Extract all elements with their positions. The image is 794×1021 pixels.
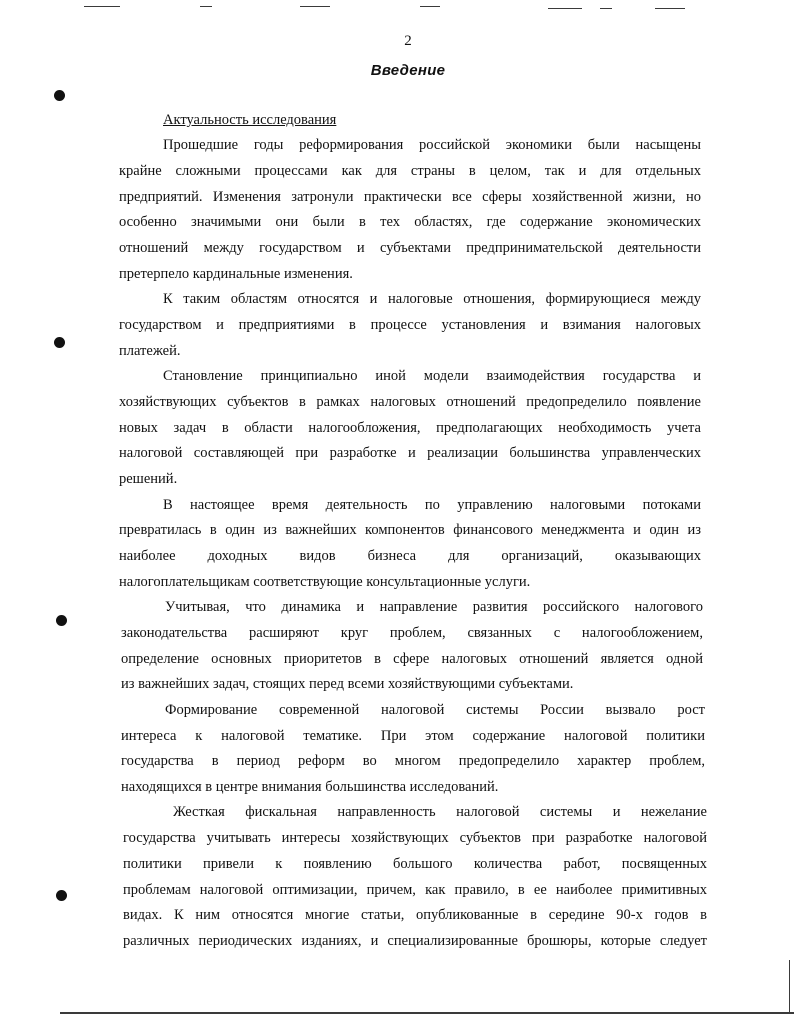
text-line: претерпело кардинальные изменения.: [119, 266, 353, 282]
text-line: определение основных приоритетов в сфере налоговых отношений является одной: [121, 651, 703, 667]
scan-edge-mark: [548, 8, 582, 9]
text-line: платежей.: [119, 343, 181, 359]
text-line: хозяйствующих субъектов в рамках налоговых отношений предопределило появление: [119, 394, 701, 410]
binder-hole: [56, 615, 67, 626]
text-line: государства учитывать интересы хозяйствующих субъектов при разработке налоговой: [123, 830, 707, 846]
text-line: решений.: [119, 471, 178, 487]
text-line: наиболее доходных видов бизнеса для организаций, оказывающих: [119, 548, 701, 564]
scan-edge-mark: [600, 8, 612, 9]
scan-edge-mark: [420, 6, 440, 7]
binder-hole: [54, 90, 65, 101]
text-line: проблемам налоговой оптимизации, причем, как правило, в ее наиболее примитивных: [123, 882, 707, 898]
text-line: предприятий. Изменения затронули практически все сферы хозяйственной жизни, но: [119, 189, 701, 205]
text-line: Учитывая, что динамика и направление развития российского налогового: [165, 599, 703, 615]
text-line: Прошедшие годы реформирования российской экономики были насыщены: [163, 137, 701, 153]
scan-edge-mark: [300, 6, 330, 7]
text-line: В настоящее время деятельность по управлению налоговыми потоками: [163, 497, 701, 513]
subheading: Актуальность исследования: [163, 112, 337, 128]
text-line: государством и предприятиями в процессе установления и взимания налоговых: [119, 317, 701, 333]
text-line: превратилась в один из важнейших компонентов финансового менеджмента и один из: [119, 522, 701, 538]
text-line: различных периодических изданиях, и специализированные брошюры, которые следует: [123, 933, 707, 949]
binder-hole: [54, 337, 65, 348]
text-line: государства в период реформ во многом предопределило характер проблем,: [121, 753, 705, 769]
scan-right-edge: [789, 960, 790, 1012]
scan-bottom-edge: [60, 1012, 794, 1014]
binder-hole: [56, 890, 67, 901]
section-title: Введение: [370, 62, 446, 79]
page-number: 2: [404, 33, 412, 49]
scan-edge-mark: [655, 8, 685, 9]
text-line: Становление принципиально иной модели взаимодействия государства и: [163, 368, 701, 384]
text-line: интереса к налоговой тематике. При этом содержание налоговой политики: [121, 728, 705, 744]
text-line: налогоплательщикам соответствующие консультационные услуги.: [119, 574, 531, 590]
text-line: К таким областям относятся и налоговые отношения, формирующиеся между: [163, 291, 701, 307]
text-line: отношений между государством и субъектами предпринимательской деятельности: [119, 240, 701, 256]
text-line: видах. К ним относятся многие статьи, опубликованные в середине 90-х годов в: [123, 907, 707, 923]
text-line: находящихся в центре внимания большинства исследований.: [121, 779, 499, 795]
scan-edge-mark: [200, 6, 212, 7]
text-line: политики привели к появлению большого количества работ, посвященных: [123, 856, 707, 872]
text-line: налоговой составляющей при разработке и реализации большинства управленческих: [119, 445, 701, 461]
text-line: Формирование современной налоговой системы России вызвало рост: [165, 702, 705, 718]
text-line: Жесткая фискальная направленность налоговой системы и нежелание: [173, 804, 707, 820]
scan-edge-mark: [84, 6, 120, 7]
text-line: особенно значимыми они были в тех областях, где содержание экономических: [119, 214, 701, 230]
text-line: законодательства расширяют круг проблем, связанных с налогообложением,: [121, 625, 703, 641]
text-line: крайне сложными процессами как для страны в целом, так и для отдельных: [119, 163, 701, 179]
text-line: новых задач в области налогообложения, предполагающих необходимость учета: [119, 420, 701, 436]
text-line: из важнейших задач, стоящих перед всеми хозяйствующими субъектами.: [121, 676, 574, 692]
